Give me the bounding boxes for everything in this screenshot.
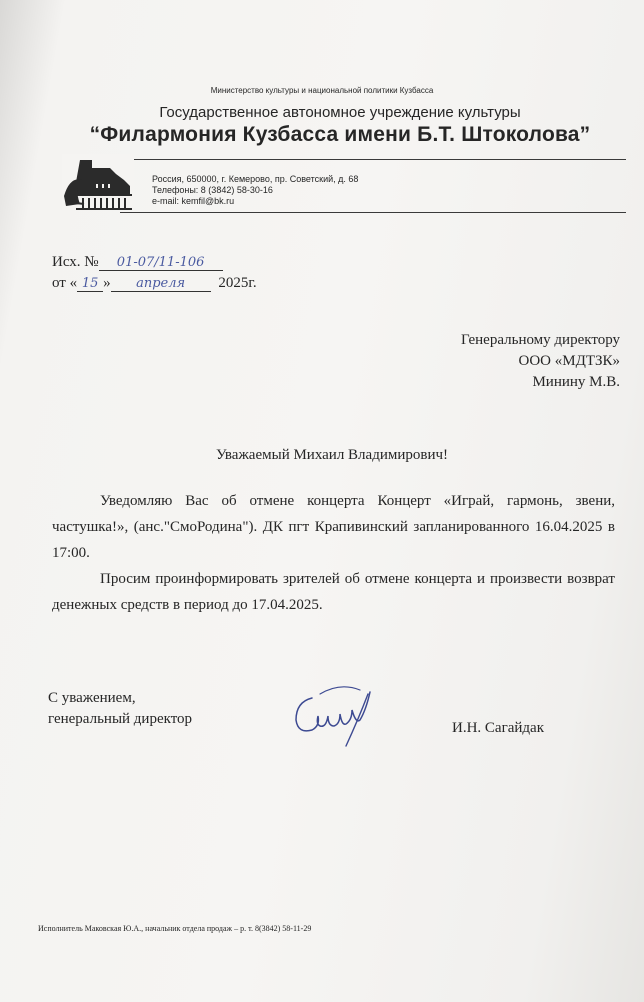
addressee-block [461,330,620,393]
closing-position: генеральный директор [48,711,193,727]
date-mid: » [103,275,111,291]
closing-block [48,688,192,730]
letter-date [52,275,257,292]
addressee-position: Генеральному директору [460,332,620,348]
outgoing-number-label: Исх. № [52,254,99,270]
closing-regards: С уважением, [48,690,136,706]
institution-type: Государственное автономное учреждение культуры [159,104,521,121]
organization-name: “Филармония Кузбасса имени Б.Т. Штоколова” [89,123,591,146]
signer-name: И.Н. Сагайдак [452,720,544,736]
ministry-name: Министерство культуры и национальной политики Кузбасса [210,86,434,95]
contact-phones: Телефоны: 8 (3842) 58-30-16 [152,185,273,195]
date-year: 2025г. [218,275,257,291]
date-day: 15 [77,276,103,292]
outgoing-number-value: 01-07/11-106 [99,255,223,271]
addressee-company: ООО «МДТЗК» [518,353,620,369]
philharmonic-logo-icon [62,154,134,210]
salutation: Уважаемый Михаил Владимирович! [215,447,449,463]
contact-address: Россия, 650000, г. Кемерово, пр. Советский, д. 68 [152,174,359,184]
body-paragraph-2: Просим проинформировать зрителей об отмене концерта и произвести возврат денежных средств в период до 17.04.2025. [52,571,615,613]
date-prefix: от « [52,275,78,291]
handwritten-signature [290,680,378,750]
body-paragraph-1: Уведомляю Вас об отмене концерта Концерт «Играй, гармонь, звени, частушка!», (анс."СмоРодина"). ДК пгт Крапивинский запланированного 16.04.2025 в 17:00. [52,493,615,561]
outgoing-number [52,254,223,271]
executor-note: Исполнитель Маковская Ю.А., начальник отдела продаж – р. т. 8(3842) 58-11-29 [38,924,312,933]
header-bottom-rule [120,212,626,213]
header-top-rule [84,159,626,160]
body-text [52,488,615,618]
contact-email: e-mail: kemfil@bk.ru [152,196,235,206]
date-month: апреля [111,276,211,292]
addressee-name: Минину М.В. [532,374,620,390]
